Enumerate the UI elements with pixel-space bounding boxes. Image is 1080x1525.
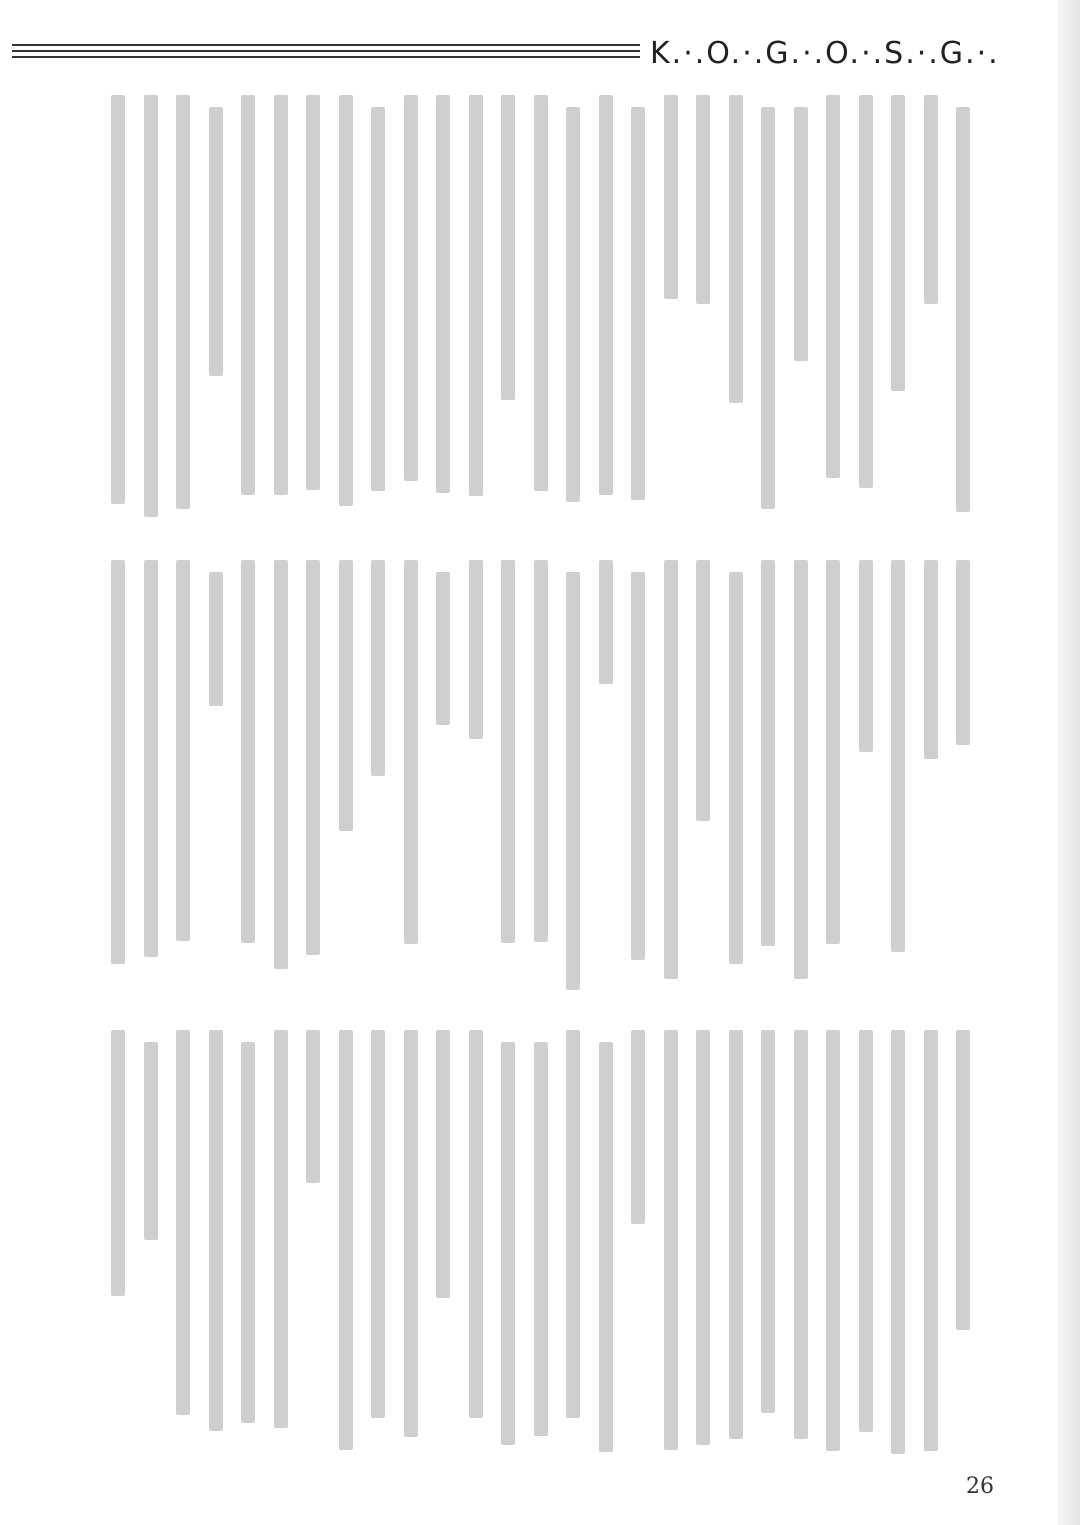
page-edge xyxy=(1058,0,1080,1525)
text-line-placeholder xyxy=(826,1030,840,1451)
text-line-placeholder xyxy=(761,107,775,509)
text-line-placeholder xyxy=(826,560,840,944)
text-line-placeholder xyxy=(729,95,743,403)
text-line-placeholder xyxy=(924,560,938,759)
text-line-placeholder xyxy=(631,1030,645,1224)
text-line-placeholder xyxy=(599,560,613,684)
text-line-placeholder xyxy=(306,1030,320,1183)
text-line-placeholder xyxy=(631,572,645,960)
header-rule xyxy=(12,44,640,46)
text-line-placeholder xyxy=(891,1030,905,1454)
text-line-placeholder xyxy=(696,1030,710,1445)
text-line-placeholder xyxy=(534,1042,548,1436)
text-line-placeholder xyxy=(631,107,645,500)
text-line-placeholder xyxy=(209,1030,223,1431)
text-line-placeholder xyxy=(339,560,353,831)
text-line-placeholder xyxy=(404,95,418,481)
text-line-placeholder xyxy=(306,95,320,490)
text-line-placeholder xyxy=(241,1042,255,1423)
text-line-placeholder xyxy=(176,560,190,941)
text-block-upper xyxy=(90,95,970,525)
header-rule xyxy=(12,56,640,58)
text-line-placeholder xyxy=(859,560,873,752)
text-line-placeholder xyxy=(404,560,418,944)
text-line-placeholder xyxy=(664,95,678,299)
text-line-placeholder xyxy=(924,95,938,304)
text-line-placeholder xyxy=(761,560,775,946)
text-line-placeholder xyxy=(664,560,678,979)
text-line-placeholder xyxy=(794,107,808,361)
text-line-placeholder xyxy=(566,107,580,502)
text-line-placeholder xyxy=(111,560,125,964)
text-line-placeholder xyxy=(436,572,450,725)
text-line-placeholder xyxy=(729,1030,743,1439)
text-line-placeholder xyxy=(501,95,515,400)
text-line-placeholder xyxy=(274,95,288,495)
text-line-placeholder xyxy=(566,572,580,990)
text-line-placeholder xyxy=(859,1030,873,1432)
text-line-placeholder xyxy=(371,1030,385,1418)
text-block-middle xyxy=(90,560,970,990)
text-line-placeholder xyxy=(111,95,125,504)
text-line-placeholder xyxy=(241,560,255,943)
text-line-placeholder xyxy=(599,1042,613,1452)
text-line-placeholder xyxy=(176,1030,190,1415)
text-line-placeholder xyxy=(956,107,970,512)
text-line-placeholder xyxy=(436,1030,450,1298)
text-line-placeholder xyxy=(859,95,873,488)
text-line-placeholder xyxy=(209,572,223,706)
text-line-placeholder xyxy=(729,572,743,964)
text-line-placeholder xyxy=(664,1030,678,1450)
text-line-placeholder xyxy=(599,95,613,495)
text-line-placeholder xyxy=(176,95,190,509)
text-line-placeholder xyxy=(696,95,710,304)
text-line-placeholder xyxy=(371,560,385,776)
text-line-placeholder xyxy=(794,560,808,979)
text-line-placeholder xyxy=(371,107,385,491)
text-line-placeholder xyxy=(306,560,320,955)
text-line-placeholder xyxy=(209,107,223,376)
text-line-placeholder xyxy=(469,1030,483,1418)
text-line-placeholder xyxy=(566,1030,580,1418)
page-number: 26 xyxy=(966,1474,994,1499)
text-line-placeholder xyxy=(144,560,158,957)
text-line-placeholder xyxy=(794,1030,808,1439)
header-rule xyxy=(12,50,640,52)
text-line-placeholder xyxy=(339,95,353,506)
text-line-placeholder xyxy=(696,560,710,821)
text-line-placeholder xyxy=(274,560,288,969)
text-line-placeholder xyxy=(891,95,905,391)
text-line-placeholder xyxy=(241,95,255,495)
text-line-placeholder xyxy=(274,1030,288,1428)
text-line-placeholder xyxy=(924,1030,938,1451)
text-line-placeholder xyxy=(501,1042,515,1445)
text-line-placeholder xyxy=(534,560,548,942)
text-line-placeholder xyxy=(956,1030,970,1330)
text-line-placeholder xyxy=(501,560,515,943)
text-block-lower xyxy=(90,1030,970,1460)
header-title: K.·.O.·.G.·.O.·.S.·.G.·. xyxy=(650,36,1000,71)
text-line-placeholder xyxy=(469,95,483,496)
text-line-placeholder xyxy=(144,95,158,517)
text-line-placeholder xyxy=(891,560,905,952)
text-line-placeholder xyxy=(826,95,840,478)
text-line-placeholder xyxy=(761,1030,775,1413)
text-line-placeholder xyxy=(339,1030,353,1450)
text-line-placeholder xyxy=(111,1030,125,1296)
text-line-placeholder xyxy=(469,560,483,739)
text-line-placeholder xyxy=(436,95,450,493)
text-line-placeholder xyxy=(404,1030,418,1437)
text-line-placeholder xyxy=(956,560,970,745)
text-line-placeholder xyxy=(534,95,548,491)
text-line-placeholder xyxy=(144,1042,158,1240)
